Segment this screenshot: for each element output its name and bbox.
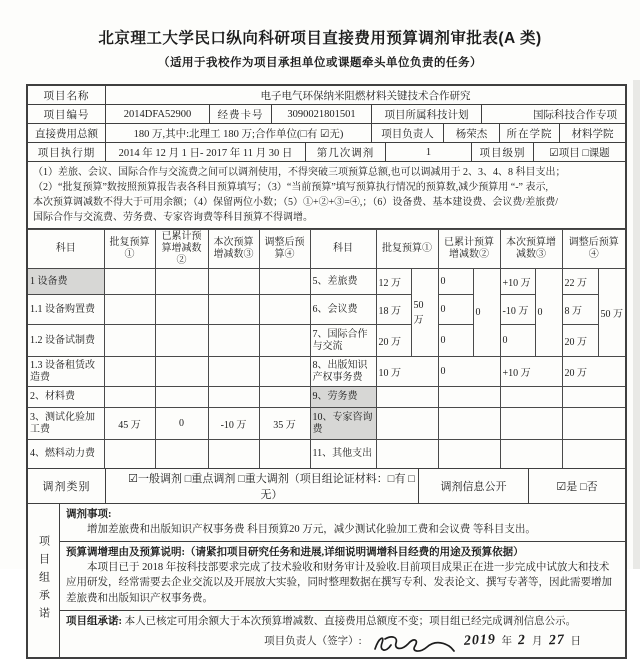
handwritten-signature	[370, 632, 456, 656]
commitment-content	[60, 504, 625, 658]
subject-publication-ip: 8、出版知识产权事务费	[310, 357, 376, 387]
cell	[376, 387, 438, 408]
matters-text: 增加差旅费和出版知识产权事务费 科目预算20 万元，减少测试化验加工费和会议费 等科目支出。	[87, 523, 536, 535]
subject-conference: 6、会议费	[310, 295, 376, 325]
col-approved-right: 批复预算①	[376, 230, 438, 269]
col-subject-left: 科目	[28, 230, 104, 269]
cell: 0	[438, 325, 473, 357]
direct-cost-label: 直接费用总额	[28, 124, 106, 142]
cell	[104, 440, 155, 468]
school-value: 材料学院	[571, 128, 614, 140]
subject-labor: 9、劳务费	[310, 387, 376, 408]
year-suffix: 年	[501, 635, 512, 647]
cell	[500, 387, 562, 408]
cell	[155, 440, 208, 468]
cell	[259, 387, 310, 408]
cell: 0	[438, 357, 500, 387]
sign-day: 27	[548, 632, 565, 649]
reason-label: 预算调增理由及预算说明:	[66, 546, 185, 558]
cell: 45 万	[104, 408, 155, 440]
publicity-label: 调剂信息公开	[419, 469, 529, 503]
reason-text: 本项目已于 2018 年按科技部要求完成了技术验收和财务审计及验收.目前项目成果正在进一步完成中试放大和技术应用研发，经常需要去企业交流以及开展放大实验，同时整理数据在撰写专利、发表论文、撰写专著等，因此需要增加差旅费和出版知识产权事务费。	[66, 562, 612, 604]
cell	[500, 440, 562, 468]
leader-value: 杨荣杰	[444, 124, 500, 142]
row-period	[28, 143, 625, 162]
promise-block	[60, 610, 625, 658]
subject-travel: 5、差旅费	[310, 269, 376, 295]
cell: 0	[155, 408, 208, 440]
project-name-value: 电子电气环保纳米阻燃材料关键技术合作研究	[260, 90, 471, 102]
reason-hint: （请紧扣项目研究任务和进展,详细说明调增科目经费的用途及预算依据）	[185, 546, 524, 558]
cell	[208, 387, 259, 408]
cell	[562, 387, 625, 408]
cell	[104, 325, 155, 357]
promise-label: 项目组承诺:	[66, 615, 122, 627]
note-line-4: 国际合作与交流费、劳务费、专家咨询费等科目预算不得调增。	[33, 212, 313, 223]
direct-cost-value: 180 万,其中:北理工 180 万;合作单位(□有 ☑无)	[106, 124, 372, 142]
subject-equipment-trial: 1.2 设备试制费	[28, 325, 104, 357]
subject-equipment: 1 设备费	[28, 269, 104, 295]
sign-year: 2019	[463, 632, 496, 649]
cell: 10 万	[376, 357, 438, 387]
cell: 8 万	[562, 295, 598, 325]
cell	[208, 269, 259, 295]
project-no-value: 2014DFA52900	[106, 105, 210, 123]
cell: +10 万	[500, 357, 562, 387]
row-project-no	[28, 105, 625, 124]
program-label: 项目所属科技计划	[372, 105, 482, 123]
subject-equipment-rental: 1.3 设备租赁改造费	[28, 357, 104, 387]
reason-block	[60, 541, 625, 610]
fund-card-value: 3090021801501	[272, 105, 372, 123]
cell	[155, 387, 208, 408]
promise-text: 本人已核定可用余额大于本次预算增减数、直接费用总额度不变；项目组已经完成调剂信息公示。	[124, 615, 577, 627]
subtotal-adjusted: 50 万	[598, 269, 625, 357]
commitment-section	[28, 503, 625, 658]
project-no-label: 项目编号	[28, 105, 106, 123]
level-checkboxes: ☑项目 □课题	[549, 147, 610, 159]
publicity-checkboxes: ☑是 □否	[556, 480, 598, 493]
cell	[562, 440, 625, 468]
project-name-label: 项目名称	[28, 86, 106, 104]
cell: 12 万	[376, 269, 411, 295]
level-label: 项目级别	[472, 143, 534, 161]
subject-expert-consult: 10、专家咨询费	[310, 408, 376, 440]
note-line-1: （1）差旅、会议、国际合作与交流费之间可以调剂使用，不得突破三项预算总额,也可以调减用于 2、3、4、8 科目支出；	[33, 167, 566, 178]
commitment-side-strip	[28, 504, 60, 658]
cell	[155, 269, 208, 295]
adjust-category-row	[28, 468, 625, 503]
adjust-times-value: 1	[386, 143, 472, 161]
form-title: 北京理工大学民口纵向科研项目直接费用预算调剂审批表(A 类)	[98, 30, 542, 47]
cell	[562, 408, 625, 440]
cell	[104, 295, 155, 325]
adjust-times-label: 第几次调剂	[306, 143, 386, 161]
cell: 0	[438, 269, 473, 295]
cell	[155, 295, 208, 325]
month-suffix: 月	[532, 635, 543, 647]
cell	[208, 325, 259, 357]
cell	[208, 357, 259, 387]
cell: +10 万	[500, 269, 535, 295]
form-subtitle: （适用于我校作为项目承担单位或课题牵头单位负责的任务）	[158, 57, 482, 69]
cell	[104, 269, 155, 295]
cell	[208, 440, 259, 468]
cell: 35 万	[259, 408, 310, 440]
subject-intl-cooperation: 7、国际合作与交流	[310, 325, 376, 357]
cell	[259, 269, 310, 295]
col-accumulated-left: 已累计预算增减数②	[155, 230, 208, 269]
fund-card-label: 经费卡号	[210, 105, 272, 123]
col-accumulated-right: 已累计预算增减数②	[438, 230, 500, 269]
approval-form	[26, 84, 627, 659]
subject-equipment-purchase: 1.1 设备购置费	[28, 295, 104, 325]
sign-month: 2	[517, 632, 527, 649]
cell: 20 万	[562, 325, 598, 357]
cell	[259, 357, 310, 387]
cell	[376, 408, 438, 440]
note-line-3: 本次预算调减数不得大于可用余额；（4）保留两位小数；（5）①+②+③=④,；（6）设备费、基本建设费、会议费/差旅费/	[33, 197, 558, 208]
subject-other: 11、其他支出	[310, 440, 376, 468]
category-checkboxes: ☑一般调剂 □重点调剂 □重大调剂（项目组论证材料：□有 □无）	[106, 469, 419, 503]
cell	[376, 440, 438, 468]
cell: -10 万	[208, 408, 259, 440]
cell	[104, 387, 155, 408]
day-suffix: 日	[570, 635, 581, 647]
budget-row-7	[28, 440, 625, 468]
cell	[104, 357, 155, 387]
subject-fuel-power: 4、燃料动力费	[28, 440, 104, 468]
sign-label: 项目负责人（签字）:	[264, 635, 362, 647]
period-value: 2014 年 12 月 1 日- 2017 年 11 月 30 日	[106, 143, 306, 161]
instructions-notes	[28, 162, 625, 229]
row-project-name	[28, 86, 625, 105]
signature-line	[66, 629, 619, 653]
subject-materials: 2、材料费	[28, 387, 104, 408]
col-adjusted-right: 调整后预算④	[562, 230, 625, 269]
subtotal-accumulated: 0	[473, 269, 500, 357]
cell	[438, 387, 500, 408]
program-value: 国际科技合作专项	[533, 109, 617, 121]
cell: 0	[438, 295, 473, 325]
form-header	[0, 0, 640, 70]
col-approved-left: 批复预算①	[104, 230, 155, 269]
budget-row-4	[28, 357, 625, 387]
cell: -10 万	[500, 295, 535, 325]
cell: 20 万	[376, 325, 411, 357]
col-subject-right: 科目	[310, 230, 376, 269]
cell	[500, 408, 562, 440]
budget-table	[28, 229, 625, 468]
cell	[438, 408, 500, 440]
budget-row-6	[28, 408, 625, 440]
category-label: 调剂类别	[28, 469, 106, 503]
matters-label: 调剂事项:	[66, 508, 112, 520]
adjust-matters-block	[60, 504, 625, 541]
school-label: 所在学院	[500, 124, 560, 142]
note-line-2: （2）“批复预算”数按照预算报告表各科目预算填写；（3）“当前预算”填写预算执行情况的预算数,减少预算用 “-” 表示,	[33, 182, 548, 193]
cell	[259, 440, 310, 468]
row-direct-cost	[28, 124, 625, 143]
commitment-side-label: 项目组承诺	[37, 535, 50, 626]
subtotal-approved: 50 万	[411, 269, 438, 357]
cell: 22 万	[562, 269, 598, 295]
cell	[208, 295, 259, 325]
leader-label: 项目负责人	[372, 124, 444, 142]
cell	[155, 357, 208, 387]
cell	[259, 325, 310, 357]
cell: 20 万	[562, 357, 625, 387]
col-current-left: 本次预算增减数③	[208, 230, 259, 269]
col-adjusted-left: 调整后预算④	[259, 230, 310, 269]
scan-edge-artifact	[633, 80, 640, 569]
col-current-right: 本次预算增减数③	[500, 230, 562, 269]
cell	[155, 325, 208, 357]
budget-row-5	[28, 387, 625, 408]
budget-row-1	[28, 269, 625, 295]
subtotal-current: 0	[535, 269, 562, 357]
cell: 18 万	[376, 295, 411, 325]
cell: 0	[500, 325, 535, 357]
subject-testing: 3、测试化验加工费	[28, 408, 104, 440]
budget-header-row	[28, 230, 625, 269]
cell	[259, 295, 310, 325]
period-label: 项目执行期	[28, 143, 106, 161]
cell	[438, 440, 500, 468]
